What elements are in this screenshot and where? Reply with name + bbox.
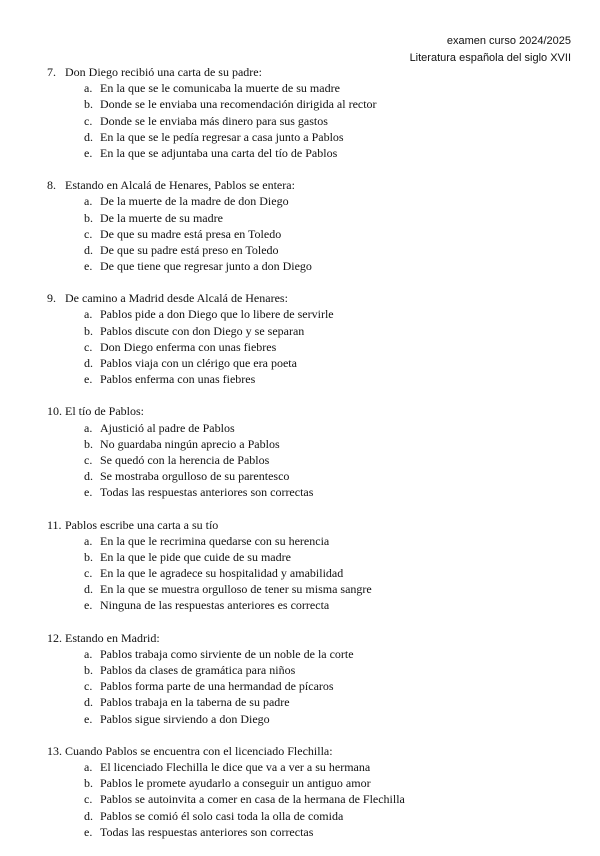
- option-text: De la muerte de la madre de don Diego: [100, 194, 289, 209]
- option-text: Pablos viaja con un clérigo que era poeta: [100, 356, 297, 370]
- answer-option: [47, 193, 587, 209]
- question-text: De camino a Madrid desde Alcalá de Henares:: [65, 291, 288, 306]
- answer-option: [47, 533, 587, 549]
- option-letter: b.: [84, 323, 93, 338]
- question-stem: [47, 290, 587, 306]
- answer-option: [47, 145, 587, 161]
- question-text: Pablos escribe una carta a su tío: [65, 517, 219, 532]
- option-letter: e.: [84, 145, 93, 160]
- answer-option: [47, 452, 587, 468]
- option-text: De que su padre está preso en Toledo: [100, 242, 279, 257]
- answer-option: [47, 646, 587, 662]
- option-letter: d.: [84, 356, 93, 370]
- option-text: Ajustició al padre de Pablos: [100, 420, 235, 435]
- option-letter: b.: [84, 549, 93, 564]
- answer-option: [47, 355, 587, 371]
- answer-option: [47, 226, 587, 242]
- option-text: En la que le agradece su hospitalidad y amabilidad: [100, 566, 344, 581]
- option-letter: c.: [84, 679, 93, 694]
- answer-option: [47, 549, 587, 565]
- answer-option: [47, 581, 587, 597]
- question-block: [47, 743, 587, 840]
- option-text: De que su madre está presa en Toledo: [100, 226, 282, 241]
- answer-option: [47, 306, 587, 322]
- answer-option: [47, 339, 587, 355]
- option-letter: d.: [84, 242, 93, 257]
- question-text: Estando en Alcalá de Henares, Pablos se entera:: [65, 178, 295, 193]
- option-text: Se mostraba orgulloso de su parentesco: [100, 469, 290, 484]
- option-letter: d.: [84, 695, 93, 710]
- option-letter: d.: [84, 469, 93, 484]
- answer-option: [47, 371, 587, 387]
- option-text: En la que le pide que cuide de su madre: [100, 549, 291, 564]
- question-block: [47, 403, 587, 500]
- option-text: En la que se adjuntaba una carta del tío de Pablos: [100, 145, 338, 160]
- option-letter: b.: [84, 97, 93, 112]
- question-stem: [47, 64, 587, 80]
- answer-option: [47, 420, 587, 436]
- answer-option: [47, 791, 587, 807]
- option-text: Pablos se comió él solo casi toda la olla de comida: [100, 808, 344, 823]
- question-number: 11.: [47, 517, 62, 532]
- option-text: Pablos sigue sirviendo a don Diego: [100, 711, 270, 726]
- answer-option: [47, 129, 587, 145]
- option-letter: a.: [84, 759, 93, 774]
- question-stem: [47, 630, 587, 646]
- option-text: Donde se le enviaba más dinero para sus gastos: [100, 113, 328, 128]
- option-letter: e.: [84, 259, 93, 274]
- option-text: Pablos trabaja como sirviente de un noble de la corte: [100, 646, 354, 661]
- option-text: Pablos pide a don Diego que lo libere de servirle: [100, 307, 334, 322]
- question-block: [47, 630, 587, 727]
- answer-option: [47, 323, 587, 339]
- question-text: Cuando Pablos se encuentra con el licenciado Flechilla:: [65, 743, 333, 758]
- option-letter: a.: [84, 533, 93, 548]
- question-number: 7.: [47, 65, 56, 79]
- option-text: Se quedó con la herencia de Pablos: [100, 452, 270, 467]
- question-stem: [47, 517, 587, 533]
- option-letter: c.: [84, 452, 93, 467]
- option-letter: d.: [84, 582, 93, 597]
- question-text: Estando en Madrid:: [65, 630, 160, 645]
- option-letter: b.: [84, 776, 93, 791]
- option-letter: e.: [84, 824, 93, 839]
- question-number: 13.: [47, 743, 62, 758]
- option-text: El licenciado Flechilla le dice que va a ver a su hermana: [100, 759, 371, 774]
- option-text: Pablos enferma con unas fiebres: [100, 372, 256, 387]
- option-letter: c.: [84, 339, 93, 354]
- option-letter: a.: [84, 194, 93, 209]
- answer-option: [47, 80, 587, 96]
- option-letter: a.: [84, 646, 93, 661]
- option-text: Don Diego enferma con unas fiebres: [100, 339, 277, 354]
- option-letter: e.: [84, 598, 93, 613]
- answer-option: [47, 711, 587, 727]
- answer-option: [47, 694, 587, 710]
- answer-option: [47, 759, 587, 775]
- answer-option: [47, 210, 587, 226]
- answer-option: [47, 468, 587, 484]
- answer-option: [47, 484, 587, 500]
- question-block: [47, 64, 587, 161]
- question-text: El tío de Pablos:: [65, 404, 144, 419]
- option-letter: c.: [84, 226, 93, 241]
- answer-option: [47, 775, 587, 791]
- answer-option: [47, 824, 587, 840]
- question-text: Don Diego recibió una carta de su padre:: [65, 65, 262, 79]
- answer-option: [47, 662, 587, 678]
- option-letter: b.: [84, 210, 93, 225]
- question-block: [47, 290, 587, 387]
- question-stem: [47, 177, 587, 193]
- option-text: En la que se muestra orgulloso de tener su misma sangre: [100, 582, 372, 597]
- option-text: Todas las respuestas anteriores son correctas: [100, 824, 314, 839]
- option-letter: b.: [84, 663, 93, 677]
- question-number: 12.: [47, 630, 62, 645]
- answer-option: [47, 436, 587, 452]
- option-letter: a.: [84, 81, 93, 96]
- option-text: No guardaba ningún aprecio a Pablos: [100, 436, 280, 451]
- option-text: Pablos discute con don Diego y se separan: [100, 323, 305, 338]
- question-number: 8.: [47, 178, 56, 193]
- answer-option: [47, 113, 587, 129]
- option-text: Donde se le enviaba una recomendación dirigida al rector: [100, 97, 377, 112]
- question-number: 9.: [47, 291, 56, 306]
- option-text: De la muerte de su madre: [100, 210, 223, 225]
- option-letter: c.: [84, 566, 93, 581]
- option-letter: d.: [84, 129, 93, 144]
- question-number: 10.: [47, 404, 62, 419]
- option-text: Ninguna de las respuestas anteriores es correcta: [100, 598, 330, 613]
- option-letter: e.: [84, 485, 93, 500]
- answer-option: [47, 96, 587, 112]
- answer-option: [47, 808, 587, 824]
- option-text: Pablos le promete ayudarlo a conseguir un antiguo amor: [100, 776, 371, 791]
- option-text: Pablos da clases de gramática para niños: [100, 663, 296, 677]
- question-stem: [47, 403, 587, 419]
- option-letter: e.: [84, 372, 93, 387]
- answer-option: [47, 597, 587, 613]
- header-subject-line: Literatura española del siglo XVII: [409, 52, 571, 64]
- option-text: En la que se le comunicaba la muerte de su madre: [100, 81, 340, 96]
- question-list: [47, 64, 587, 856]
- option-letter: c.: [84, 113, 93, 128]
- page-header: [410, 33, 571, 67]
- answer-option: [47, 258, 587, 274]
- option-letter: d.: [84, 808, 93, 823]
- option-text: Todas las respuestas anteriores son correctas: [100, 485, 314, 500]
- option-text: En la que se le pedía regresar a casa junto a Pablos: [100, 129, 344, 144]
- option-text: Pablos trabaja en la taberna de su padre: [100, 695, 290, 710]
- question-block: [47, 177, 587, 274]
- option-letter: e.: [84, 711, 93, 726]
- answer-option: [47, 565, 587, 581]
- option-text: Pablos forma parte de una hermandad de pícaros: [100, 679, 334, 694]
- option-letter: b.: [84, 436, 93, 451]
- option-letter: c.: [84, 792, 93, 807]
- option-text: Pablos se autoinvita a comer en casa de la hermana de Flechilla: [100, 792, 405, 807]
- answer-option: [47, 678, 587, 694]
- header-course-line: examen curso 2024/2025: [446, 35, 571, 47]
- question-block: [47, 517, 587, 614]
- option-letter: a.: [84, 307, 93, 322]
- option-letter: a.: [84, 420, 93, 435]
- option-text: En la que le recrimina quedarse con su herencia: [100, 533, 330, 548]
- question-stem: [47, 743, 587, 759]
- option-text: De que tiene que regresar junto a don Diego: [100, 259, 312, 274]
- answer-option: [47, 242, 587, 258]
